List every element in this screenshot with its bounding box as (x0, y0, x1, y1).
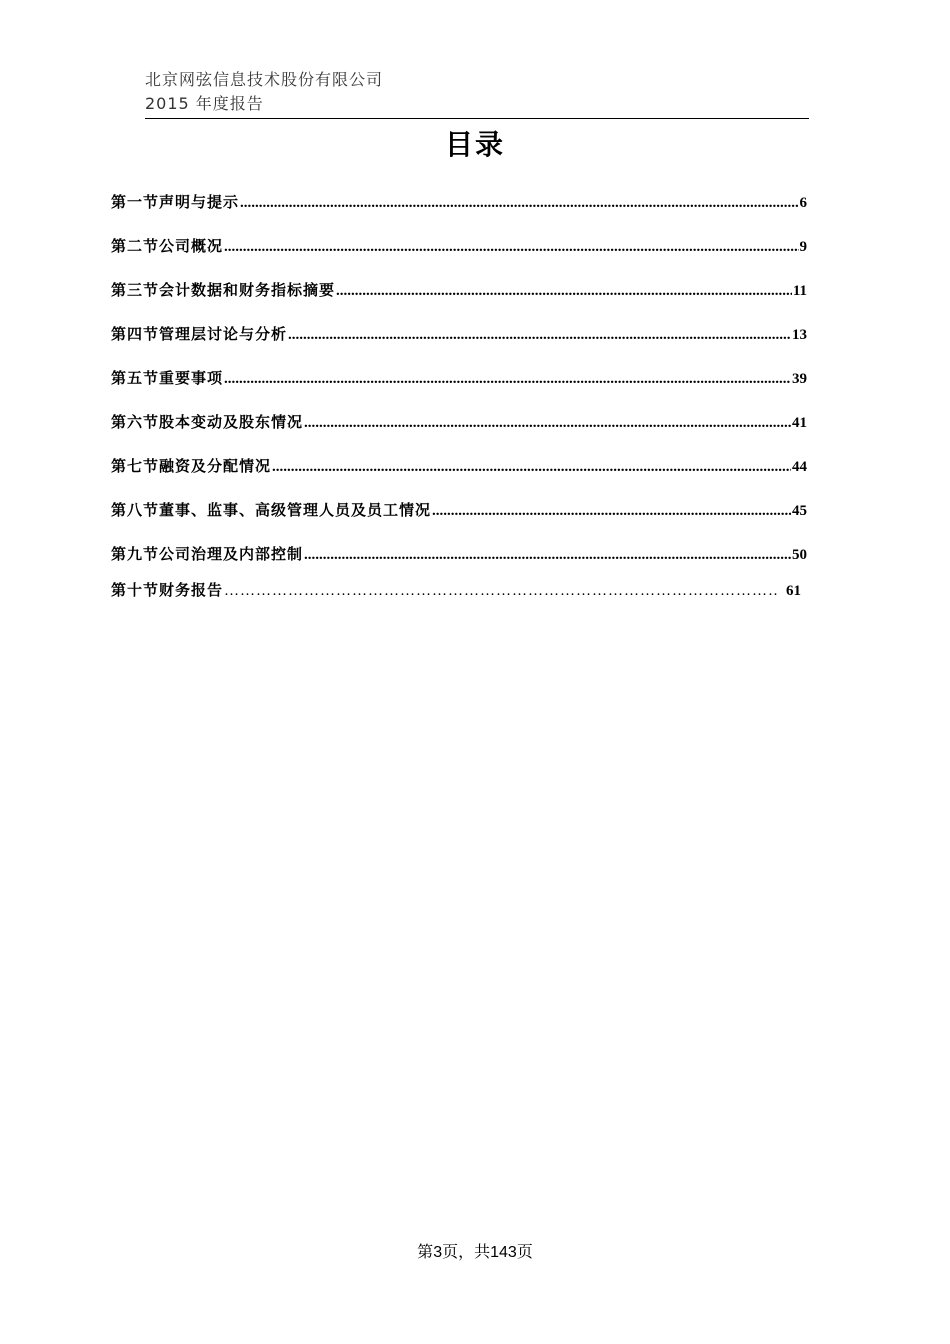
toc-entry-label: 第九节公司治理及内部控制 (111, 545, 304, 563)
toc-entry-5[interactable] (111, 366, 807, 390)
toc-leader-dots (240, 191, 798, 215)
toc-leader-dots (224, 579, 779, 603)
toc-entry-2[interactable] (111, 234, 807, 258)
toc-title: 目录 (444, 128, 505, 161)
header-report-title: 2015 年度报告 (145, 94, 264, 113)
toc-entry-label: 第三节会计数据和财务指标摘要 (111, 281, 336, 299)
toc-entry-page: 44 (792, 459, 807, 475)
toc-entry-page: 61 (786, 583, 801, 599)
toc-leader-dots (432, 499, 791, 523)
toc-entry-page: 50 (792, 547, 807, 563)
toc-entry-label: 第八节董事、监事、高级管理人员及员工情况 (111, 501, 432, 519)
toc-entry-label: 第二节公司概况 (111, 237, 224, 255)
toc-entry-label: 第一节声明与提示 (111, 193, 240, 211)
toc-entry-page: 9 (799, 239, 807, 255)
toc-leader-dots (272, 455, 791, 479)
footer-current-page: 3 (433, 1244, 443, 1261)
footer-total-pages: 143 (490, 1244, 517, 1261)
footer-prefix: 第 (417, 1242, 434, 1261)
toc-entry-page: 39 (792, 371, 807, 387)
toc-entry-label: 第四节管理层讨论与分析 (111, 325, 288, 343)
toc-entry-3[interactable] (111, 278, 807, 302)
toc-entry-page: 45 (792, 503, 807, 519)
toc-entry-label: 第六节股本变动及股东情况 (111, 413, 304, 431)
toc-leader-dots (224, 235, 798, 259)
toc-entry-7[interactable] (111, 454, 807, 478)
toc-leader-dots (336, 279, 792, 303)
page-footer (0, 1240, 950, 1265)
footer-middle: 页，共 (442, 1242, 491, 1261)
toc-entry-4[interactable] (111, 322, 807, 346)
footer-suffix: 页 (516, 1242, 533, 1261)
header-company-name: 北京网弦信息技术股份有限公司 (145, 70, 384, 89)
toc-entry-page: 41 (792, 415, 807, 431)
toc-entry-page: 13 (792, 327, 807, 343)
toc-entry-label: 第十节财务报告 (111, 581, 224, 599)
toc-entry-page: 6 (799, 195, 807, 211)
toc-entry-label: 第七节融资及分配情况 (111, 457, 272, 475)
toc-leader-dots (288, 323, 791, 347)
toc-entry-6[interactable] (111, 410, 807, 434)
toc-entry-1[interactable] (111, 190, 807, 214)
toc-entry-label: 第五节重要事项 (111, 369, 224, 387)
toc-entry-9[interactable] (111, 542, 807, 566)
toc-entry-page: 11 (792, 283, 807, 299)
toc-leader-dots (224, 367, 791, 391)
toc-leader-dots (304, 411, 791, 435)
toc-entry-8[interactable] (111, 498, 807, 522)
toc-entry-10[interactable] (111, 578, 801, 602)
toc-leader-dots (304, 543, 791, 567)
page-header (145, 68, 809, 119)
